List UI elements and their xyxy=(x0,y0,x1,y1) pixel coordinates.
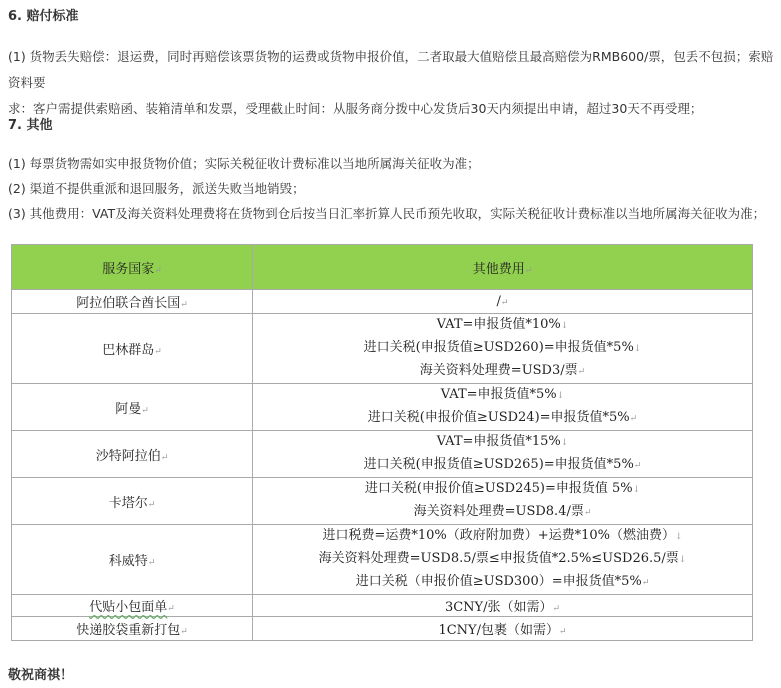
fees-cell: VAT=申报货值*10%↓ 进口关税(申报货值≥USD260)=申报货值*5%↓ 海关资料处理费=USD3/票↵ xyxy=(253,314,753,384)
country-cell: 卡塔尔↵ xyxy=(12,478,253,525)
section7-item-3: (3) 其他费用：VAT及海关资料处理费将在货物到仓后按当日汇率折算人民币预先收取，实际关税征收计费标准以当地所属海关征收为准； xyxy=(8,206,766,221)
table-row xyxy=(12,595,753,617)
country-cell: 代贴小包面单↵ xyxy=(12,595,253,617)
section7-heading: 7. 其他 xyxy=(8,118,53,133)
country-cell: 沙特阿拉伯↵ xyxy=(12,431,253,478)
country-cell: 快递胶袋重新打包↵ xyxy=(12,617,253,641)
country-cell: 巴林群岛↵ xyxy=(12,314,253,384)
header-fees: 其他费用↵ xyxy=(253,245,753,290)
table-row xyxy=(12,290,753,314)
table-row xyxy=(12,617,753,641)
section6-line2: 求：客户需提供索赔函、装箱清单和发票，受理截止时间：从服务商分拨中心发货后30天内须提出申请，超过30天不再受理； xyxy=(8,101,703,116)
fees-cell: VAT=申报货值*5%↓ 进口关税(申报价值≥USD24)=申报货值*5%↵ xyxy=(253,384,753,431)
section7-list xyxy=(8,151,776,226)
fees-cell: VAT=申报货值*15%↓ 进口关税(申报货值≥USD265)=申报货值*5%↵ xyxy=(253,431,753,478)
section7-item-2: (2) 渠道不提供重派和退回服务，派送失败当地销毁； xyxy=(8,181,305,196)
closing-text: 敬祝商祺！ xyxy=(8,668,74,683)
table-row xyxy=(12,384,753,431)
fees-cell: /↵ xyxy=(253,290,753,314)
country-cell: 阿拉伯联合酋长国↵ xyxy=(12,290,253,314)
section7-item-1: (1) 每票货物需如实申报货物价值；实际关税征收计费标准以当地所属海关征收为准； xyxy=(8,156,480,171)
fees-cell: 进口税费=运费*10%（政府附加费）+运费*10%（燃油费）↓ 海关资料处理费=USD8.5/票≤申报货值*2.5%≤USD26.5/票↓ 进口关税（申报价值≥USD300）=申报货值*5%↵ xyxy=(253,525,753,595)
fees-cell: 1CNY/包裹（如需）↵ xyxy=(253,617,753,641)
table-row xyxy=(12,478,753,525)
fees-table xyxy=(11,244,753,641)
section6-line1: (1) 货物丢失赔偿：退运费，同时再赔偿该票货物的运费或货物申报价值，二者取最大值赔偿且最高赔偿为RMB600/票，包丢不包损；索赔资料要 xyxy=(8,49,774,90)
table-row xyxy=(12,314,753,384)
fees-cell: 3CNY/张（如需）↵ xyxy=(253,595,753,617)
section6-heading: 6. 赔付标准 xyxy=(8,9,79,24)
header-country: 服务国家↵ xyxy=(12,245,253,290)
country-cell: 阿曼↵ xyxy=(12,384,253,431)
table-header-row xyxy=(12,245,753,290)
table-row xyxy=(12,431,753,478)
fees-cell: 进口关税(申报价值≥USD245)=申报货值 5%↓ 海关资料处理费=USD8.4/票↵ xyxy=(253,478,753,525)
country-cell: 科威特↵ xyxy=(12,525,253,595)
table-row xyxy=(12,525,753,595)
section6-paragraph xyxy=(8,44,776,122)
